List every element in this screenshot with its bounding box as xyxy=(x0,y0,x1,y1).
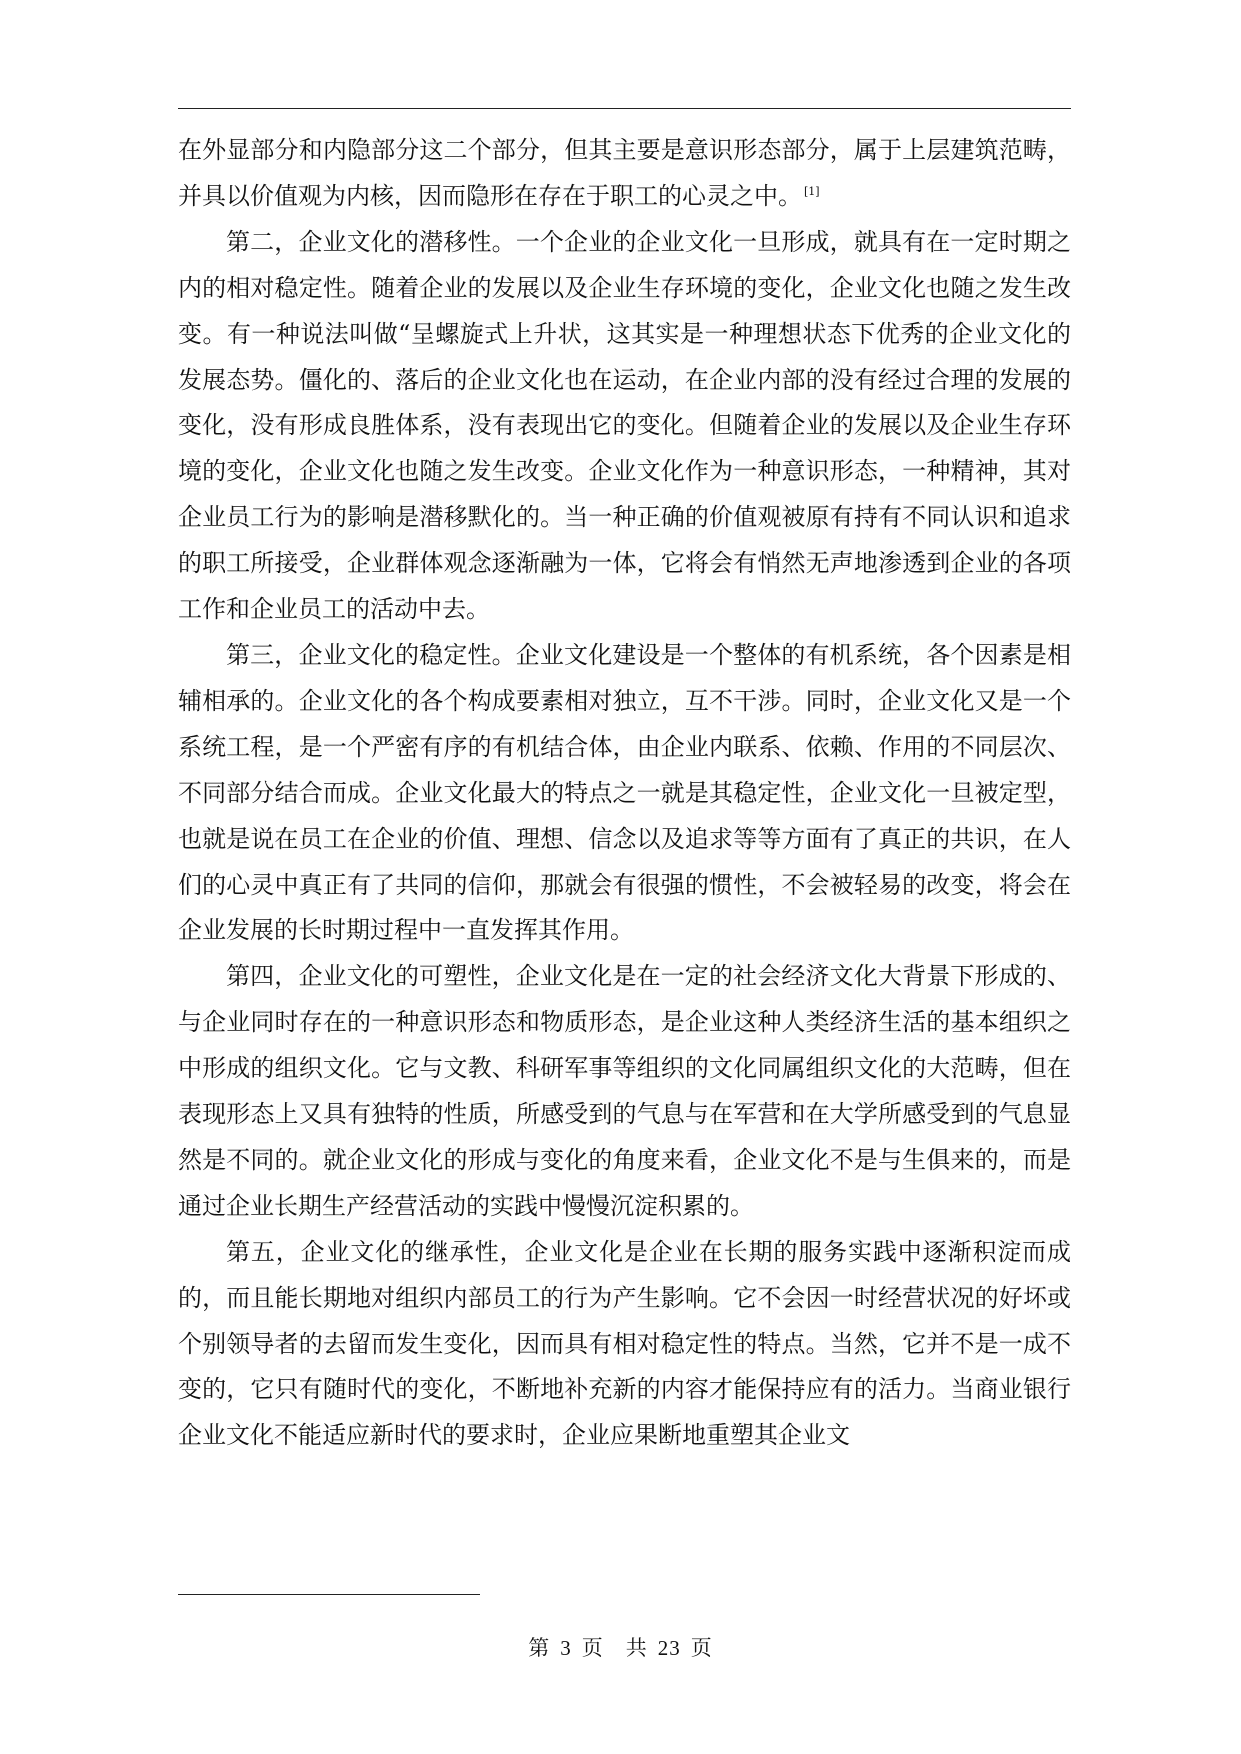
paragraph-fourth: 第四，企业文化的可塑性，企业文化是在一定的社会经济文化大背景下形成的、与企业同时存在的一种意识形态和物质形态，是企业这种人类经济生活的基本组织之中形成的组织文化。它与文教、科研军事等组织的文化同属组织文化的大范畴，但在表现形态上又具有独特的性质，所感受到的气息与在军营和在大学所感受到的气息显然是不同的。就企业文化的形成与变化的角度来看，企业文化不是与生俱来的，而是通过企业长期生产经营活动的实践中慢慢沉淀积累的。 xyxy=(178,962,1071,1220)
paragraph-fifth: 第五，企业文化的继承性，企业文化是企业在长期的服务实践中逐渐积淀而成的，而且能长期地对组织内部员工的行为产生影响。它不会因一时经营状况的好坏或个别领导者的去留而发生变化，因而具有相对稳定性的特点。当然，它并不是一成不变的，它只有随时代的变化，不断地补充新的内容才能保持应有的活力。当商业银行企业文化不能适应新时代的要求时，企业应果断地重塑其企业文 xyxy=(178,1237,1071,1450)
paragraph-continuation xyxy=(178,128,1071,220)
paragraph-second: 第二，企业文化的潜移性。一个企业的企业文化一旦形成，就具有在一定时期之内的相对稳定性。随着企业的发展以及企业生存环境的变化，企业文化也随之发生改变。有一种说法叫做“呈螺旋式上升状，这其实是一种理想状态下优秀的企业文化的发展态势。僵化的、落后的企业文化也在运动，在企业内部的没有经过合理的发展的变化，没有形成良胜体系，没有表现出它的变化。但随着企业的发展以及企业生存环境的变化，企业文化也随之发生改变。企业文化作为一种意识形态，一种精神，其对企业员工行为的影响是潜移默化的。当一种正确的价值观被原有持有不同认识和追求的职工所接受，企业群体观念逐渐融为一体，它将会有悄然无声地渗透到企业的各项工作和企业员工的活动中去。 xyxy=(178,227,1071,624)
citation-mark: [1] xyxy=(804,184,820,198)
paragraph-third: 第三，企业文化的稳定性。企业文化建设是一个整体的有机系统，各个因素是相辅相承的。企业文化的各个构成要素相对独立，互不干涉。同时，企业文化又是一个系统工程，是一个严密有序的有机结合体，由企业内联系、依赖、作用的不同层次、不同部分结合而成。企业文化最大的特点之一就是其稳定性，企业文化一旦被定型，也就是说在员工在企业的价值、理想、信念以及追求等等方面有了真正的共识，在人们的心灵中真正有了共同的信仰，那就会有很强的惯性，不会被轻易的改变，将会在企业发展的长时期过程中一直发挥其作用。 xyxy=(178,640,1071,945)
footer-prefix: 第 xyxy=(528,1636,551,1660)
footer-total-prefix: 共 xyxy=(625,1636,648,1660)
page-footer xyxy=(0,1632,1241,1662)
footnote-rule xyxy=(178,1594,480,1595)
header-rule xyxy=(178,108,1071,109)
current-page-number: 3 xyxy=(560,1636,572,1660)
body-text xyxy=(178,128,1071,1459)
total-page-number: 23 xyxy=(657,1636,681,1660)
footer-total-suffix: 页 xyxy=(690,1636,713,1660)
footer-page-word: 页 xyxy=(581,1636,604,1660)
paragraph-text: 在外显部分和内隐部分这二个部分，但其主要是意识形态部分，属于上层建筑范畴，并具以价值观为内核，因而隐形在存在于职工的心灵之中。 xyxy=(178,136,1071,210)
